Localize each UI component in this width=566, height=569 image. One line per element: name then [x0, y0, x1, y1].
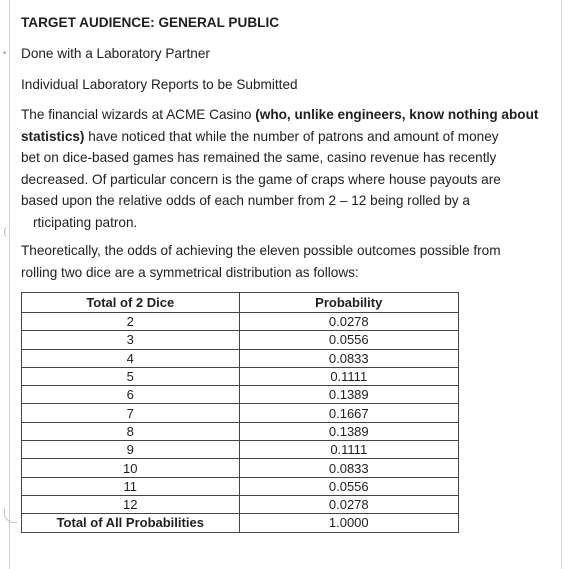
probability-cell: 0.0833 — [239, 349, 458, 367]
table-row — [22, 441, 459, 459]
intro-line-2 — [21, 126, 541, 148]
probability-cell: 0.1667 — [239, 404, 458, 422]
dice-total-cell: 7 — [22, 404, 240, 422]
dice-total-cell: 12 — [22, 495, 240, 513]
intro-paragraph — [21, 104, 541, 233]
probability-cell: 0.1389 — [239, 386, 458, 404]
intro-line-1 — [21, 104, 541, 126]
table-footer-row — [22, 514, 459, 532]
table-row — [22, 349, 459, 367]
probability-cell: 0.1111 — [239, 441, 458, 459]
dice-total-cell: 3 — [22, 331, 240, 349]
theory-paragraph — [21, 240, 541, 283]
probability-cell: 0.0556 — [239, 331, 458, 349]
column-header-total: Total of 2 Dice — [22, 293, 240, 313]
table-row — [22, 422, 459, 440]
dice-total-cell: 8 — [22, 422, 240, 440]
probability-cell: 0.0833 — [239, 459, 458, 477]
total-probability-cell: 1.0000 — [239, 514, 458, 532]
paper-curl-mark-bottom — [4, 508, 17, 523]
probability-cell: 0.0278 — [239, 313, 458, 331]
intro-line-3: bet on dice-based games has remained the same, casino revenue has recently — [21, 150, 497, 165]
reports-note: Individual Laboratory Reports to be Submitted — [21, 77, 298, 92]
dice-total-cell: 5 — [22, 367, 240, 385]
dice-total-cell: 11 — [22, 477, 240, 495]
total-label-cell: Total of All Probabilities — [22, 514, 240, 532]
probability-cell: 0.1389 — [239, 422, 458, 440]
dice-total-cell: 2 — [22, 313, 240, 331]
intro-line-6: rticipating patron. — [33, 214, 138, 230]
table-header-row — [22, 293, 459, 313]
dice-total-cell: 10 — [22, 459, 240, 477]
dice-total-cell: 6 — [22, 386, 240, 404]
table-row — [22, 331, 459, 349]
dice-total-cell: 9 — [22, 441, 240, 459]
target-audience-heading: TARGET AUDIENCE: GENERAL PUBLIC — [21, 15, 280, 30]
bullet-mark: • — [3, 48, 7, 58]
table-row — [22, 495, 459, 513]
intro-line-1-bold: (who, unlike engineers, know nothing about — [255, 107, 539, 122]
table-row — [22, 404, 459, 422]
intro-line-2-bold: statistics) — [21, 128, 85, 144]
intro-line-5: based upon the relative odds of each number from 2 – 12 being rolled by a — [21, 193, 470, 208]
intro-line-4: decreased. Of particular concern is the game of craps where house payouts are — [21, 171, 501, 187]
dice-total-cell: 4 — [22, 349, 240, 367]
page-edge-right — [561, 0, 562, 569]
table-row — [22, 459, 459, 477]
theory-line-1: Theoretically, the odds of achieving the eleven possible outcomes possible from — [21, 243, 501, 258]
table-row — [22, 313, 459, 331]
table-row — [22, 386, 459, 404]
theory-line-2: rolling two dice are a symmetrical distribution as follows: — [21, 264, 359, 280]
table-row — [22, 367, 459, 385]
table-row — [22, 477, 459, 495]
paper-curl-mark — [4, 226, 15, 238]
probability-cell: 0.1111 — [239, 367, 458, 385]
intro-line-1-text: The financial wizards at ACME Casino — [21, 107, 256, 122]
probability-cell: 0.0556 — [239, 477, 458, 495]
page-edge-left — [9, 0, 10, 569]
intro-line-2-text: have noticed that while the number of patrons and amount of money — [84, 128, 499, 144]
column-header-probability: Probability — [239, 293, 458, 313]
dice-probability-table — [21, 292, 459, 533]
probability-cell: 0.0278 — [239, 495, 458, 513]
partner-note: Done with a Laboratory Partner — [21, 46, 210, 61]
